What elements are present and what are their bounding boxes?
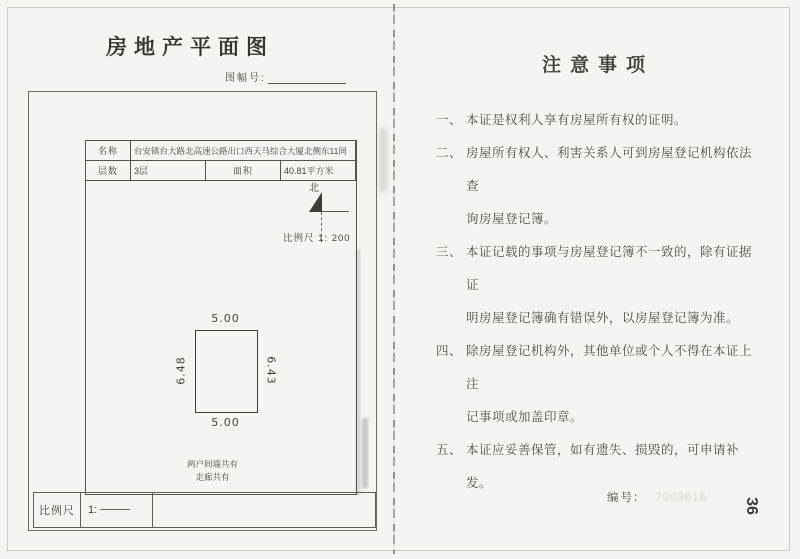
scale-bar-ratio: 1: <box>88 504 98 516</box>
name-label-cell: 名称 <box>86 141 131 161</box>
north-label: 北 <box>309 183 319 194</box>
note-number: 三、 <box>436 245 463 259</box>
note-line: 除房屋登记机构外，其他单位或个人不得在本证上注 <box>466 344 753 391</box>
scale-note: 比例尺 1: 200 <box>283 233 351 244</box>
note-line: 明房屋登记簿确有错误外，以房屋登记簿为准。 <box>466 311 740 325</box>
note-number: 四、 <box>436 344 463 358</box>
note-line: 本证是权利人享有房屋所有权的证明。 <box>466 113 688 127</box>
floors-value-cell: 3层 <box>131 161 206 181</box>
note-line: 房屋所有权人、利害关系人可到房屋登记机构依法查 <box>466 146 753 193</box>
north-arrow-icon <box>309 192 322 212</box>
note-line: 记事项或加盖印章。 <box>466 410 584 424</box>
shared-wall-note-line2: 走廊共有 <box>195 472 230 482</box>
note-line: 本证应妥善保管，如有遗失、损毁的，可申请补发。 <box>466 443 740 490</box>
dimension-left: 6.48 <box>174 356 188 385</box>
name-value-cell: 台安镇台大路北高速公路出口西天马综合大厦北侧东11间 <box>131 141 356 161</box>
serial-number-faint-value: 7003616 <box>655 492 707 504</box>
note-line: 询房屋登记簿。 <box>466 212 558 226</box>
notes-list <box>436 104 764 500</box>
area-value-cell: 40.81平方米 <box>281 161 356 181</box>
north-arrow-baseline <box>322 211 349 212</box>
scale-bar-empty-cell <box>153 493 375 527</box>
note-item-2 <box>436 137 764 236</box>
scan-artifact <box>356 250 360 495</box>
note-text <box>466 137 764 236</box>
note-item-5 <box>436 434 764 500</box>
note-item-3 <box>436 236 764 335</box>
scan-artifact <box>379 128 387 192</box>
scale-bar <box>33 492 376 528</box>
scale-bar-label: 比例尺 <box>34 493 81 527</box>
note-number: 一、 <box>436 113 463 127</box>
shared-wall-note <box>150 458 275 484</box>
area-label-cell: 面积 <box>206 161 281 181</box>
property-info-table <box>85 140 356 181</box>
shared-wall-note-line1: 两户间墙共有 <box>186 459 238 469</box>
scale-bar-value <box>81 493 153 527</box>
serial-number-row <box>607 489 707 505</box>
note-text <box>466 236 764 335</box>
sheet-number-label: 图幅号: <box>225 73 266 84</box>
note-number: 五、 <box>436 443 463 457</box>
note-number: 二、 <box>436 146 463 160</box>
table-row <box>86 141 356 161</box>
dimension-top: 5.00 <box>211 312 240 325</box>
notes-title: 注意事项 <box>541 55 654 76</box>
sheet-number-blank-line <box>268 73 346 84</box>
building-outline <box>195 330 258 413</box>
floor-plan-title: 房地产平面图 <box>106 36 274 59</box>
note-line: 本证记载的事项与房屋登记簿不一致的，除有证据证 <box>466 245 753 292</box>
page-number: 36 <box>742 497 760 515</box>
note-item-1 <box>436 104 764 137</box>
floors-label-cell: 层数 <box>86 161 131 181</box>
sheet-number-row <box>225 69 346 84</box>
binding-fold <box>393 4 395 554</box>
scale-bar-blank-line <box>100 509 130 510</box>
dimension-bottom: 5.00 <box>211 416 240 429</box>
note-item-4 <box>436 335 764 434</box>
note-text <box>466 335 764 434</box>
note-text <box>466 104 764 137</box>
dimension-right: 6.43 <box>264 356 278 385</box>
serial-number-label: 编号: <box>607 492 640 504</box>
table-row <box>86 161 356 181</box>
scan-artifact <box>362 418 368 488</box>
